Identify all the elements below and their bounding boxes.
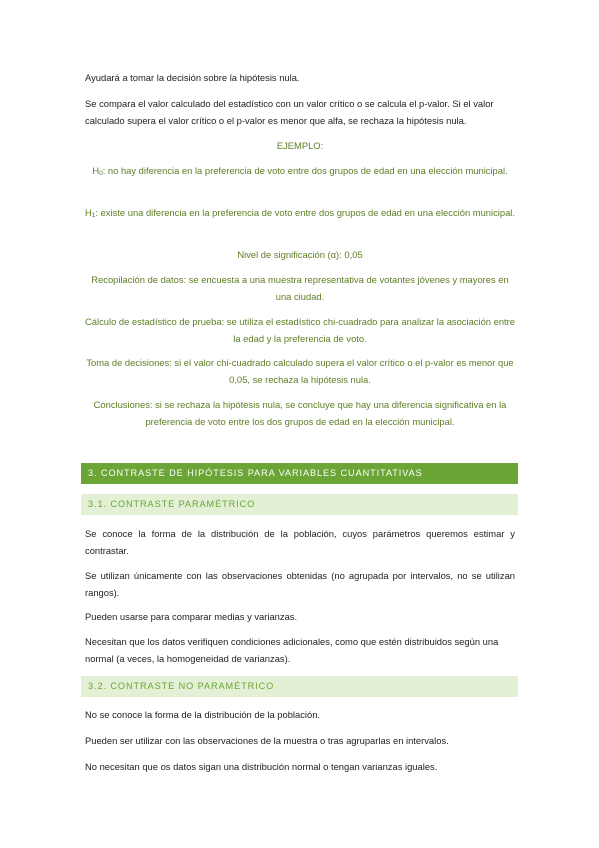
nonparametric-paragraph: Pueden ser utilizar con las observaciones de la muestra o tras agruparlas en intervalos. bbox=[85, 735, 449, 746]
h1-subscript: 1 bbox=[91, 212, 96, 219]
example-decision: Toma de decisiones: si el valor chi-cuadrado calculado supera el valor crítico o el p-valor es menor que 0,05, se rechaza la hipótesis nula. bbox=[86, 357, 514, 385]
h0-label: H bbox=[92, 165, 100, 176]
h0-text: : no hay diferencia en la preferencia de voto entre dos grupos de edad en una elección municipal. bbox=[102, 165, 508, 176]
nonparametric-paragraph: No necesitan que os datos sigan una distribución normal o tengan varianzas iguales. bbox=[85, 761, 438, 772]
example-title: EJEMPLO: bbox=[276, 140, 324, 151]
section-heading-3-2: 3.2. CONTRASTE NO PARAMÉTRICO bbox=[81, 676, 518, 697]
parametric-paragraph: Pueden usarse para comparar medias y varianzas. bbox=[85, 611, 298, 622]
h1-text: : existe una diferencia en la preferencia de voto entre dos grupos de edad en una elección municipal. bbox=[95, 207, 515, 218]
intro-paragraph: Ayudará a tomar la decisión sobre la hipótesis nula. bbox=[85, 72, 300, 83]
example-conclusions: Conclusiones: si se rechaza la hipótesis nula, se concluye que hay una diferencia significativa en la preferencia de voto entre los dos grupos de edad en la elección municipal. bbox=[93, 399, 507, 427]
h0-subscript: 0 bbox=[99, 170, 103, 177]
section-heading-3-1: 3.1. CONTRASTE PARAMÉTRICO bbox=[81, 494, 518, 515]
example-statistic: Cálculo de estadístico de prueba: se utiliza el estadístico chi-cuadrado para analizar la asociación entre la edad y la preferencia de voto. bbox=[85, 316, 515, 344]
example-h1 bbox=[85, 204, 515, 224]
intro-paragraph: Se compara el valor calculado del estadístico con un valor crítico o se calcula el p-valor. Si el valor calculado supera el valor crítico o el p-valor es menor que alfa, se rechaza la hipótesis nula. bbox=[85, 98, 494, 126]
parametric-paragraph: Se conoce la forma de la distribución de la población, cuyos parámetros queremos estimar y contrastar. bbox=[85, 528, 515, 556]
parametric-paragraph: Se utilizan únicamente con las observaciones obtenidas (no agrupada por intervalos, no se utilizan rangos). bbox=[85, 570, 515, 598]
example-h0 bbox=[85, 162, 515, 182]
parametric-paragraph: Necesitan que los datos verifiquen condiciones adicionales, como que estén distribuidos según una normal (a veces, la homogeneidad de varianzas). bbox=[85, 636, 499, 664]
nonparametric-paragraph: No se conoce la forma de la distribución de la población. bbox=[85, 709, 321, 720]
example-collection: Recopilación de datos: se encuesta a una muestra representativa de votantes jóvenes y mayores en una ciudad. bbox=[91, 274, 509, 302]
example-significance: Nivel de significación (α): 0,05 bbox=[237, 249, 363, 260]
section-heading-3: 3. CONTRASTE DE HIPÓTESIS PARA VARIABLES CUANTITATIVAS bbox=[81, 463, 518, 484]
h1-label: H bbox=[85, 207, 92, 218]
